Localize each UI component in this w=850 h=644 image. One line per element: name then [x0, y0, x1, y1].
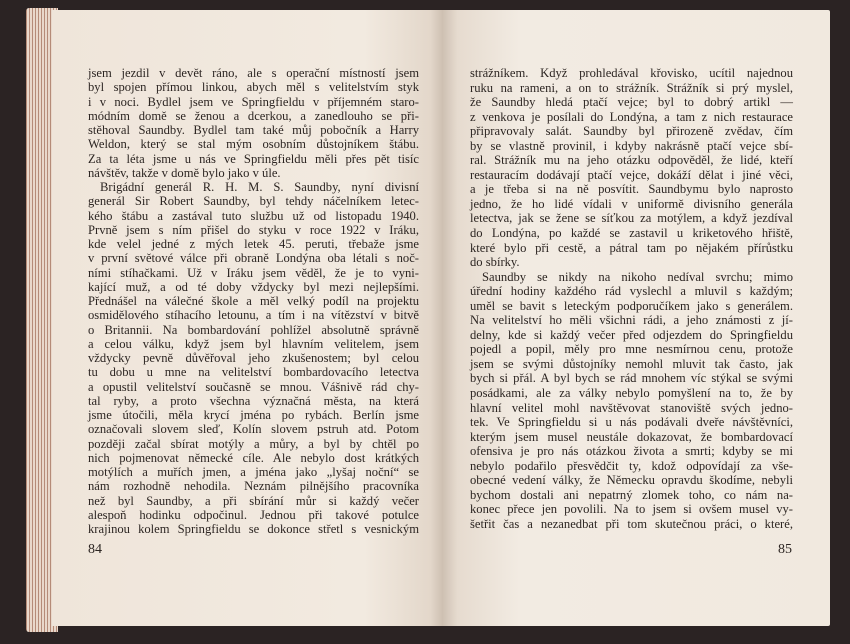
text-line: i v noci. Bydlel jsem ve Springfieldu v příjemném staro- [88, 94, 419, 109]
text-line: nám rozhodně nehodila. Neznám pilnějšího pracovníka [88, 479, 419, 494]
text-line: a opustil velitelství současně se mnou. Vášnivě rád chy- [88, 379, 419, 394]
text-line: hlavní velitel mohl navštěvovat stanoviště svých jedno- [470, 400, 793, 415]
text-line: které bylo při cestě, a pátral tam po nějakém přírůstku [470, 240, 793, 255]
text-line: ofensiva je pro nás otázkou života a smrti; kdyby se mi [470, 444, 793, 459]
text-line: jsme útočili, měla krycí jména po rybách. Berlín jsme [88, 408, 419, 422]
text-line: později začal sbírat motýly a můry, a byl by chtěl po [88, 436, 419, 451]
text-line: Brigádní generál R. H. M. S. Saundby, nyní divisní [100, 180, 419, 194]
text-line: delny, kde si každý večer před odjezdem do Springfieldu [470, 327, 793, 342]
text-line: kterým jsem musel neustále dokazovat, že bombardovací [470, 429, 793, 444]
text-line: konec přece jen povolili. Na to jsem si ovšem musel vy- [470, 502, 793, 517]
text-line: restauracím dodávají ptačí vejce, dokáží dělat i jiné věci, [470, 167, 793, 182]
text-line: bychom dostali ani nepatrný zlomek toho, co nám na- [470, 487, 793, 502]
page-number: 84 [88, 542, 102, 557]
text-line: z venkova je posílali do Londýna, a tam z nich restaurace [470, 109, 793, 124]
text-line: posádkami, ale za války nebylo pomyšlení na to, že by [470, 386, 793, 401]
text-line: obecné vedení války, že Německu opravdu škodíme, nebyli [470, 473, 793, 488]
text-line: Přednášel na válečné škole a měl velký podíl na projektu [88, 294, 419, 308]
text-line: Saundby se nikdy na nikoho nedíval svrchu; mimo [482, 269, 793, 284]
text-line: ral. Strážník mu na jeho otázku odpověděl, že lidé, kteří [470, 153, 793, 168]
text-line: módním domě se ženou a dcerkou, a zanedlouho se při- [88, 108, 419, 123]
text-line: kého štábu a zastával tuto službu už od listopadu 1940. [88, 208, 419, 223]
text-line: do Londýna, po každé se zastavil u kriketového hřiště, [470, 226, 793, 241]
text-line: tu dobu u mne na velitelství bombardovacího letectva [88, 365, 419, 380]
text-line: pojedl a popil, měly pro mne nesmírnou cenu, protože [470, 342, 793, 357]
text-line: úřední hodiny každého rád vyslechl a mluvil s každým; [470, 284, 793, 299]
text-line: než byl Saundby, a při sbírání můr si každý večer [88, 493, 419, 508]
text-line: nich pojmenovat německé cíle. Ale nebylo dost krátkých [88, 450, 419, 465]
text-line: nebylo podařilo přesvědčit ty, kdož odpovídají za vše- [470, 458, 793, 473]
text-line: Prvně jsem s ním přišel do styku v roce 1922 v Iráku, [88, 222, 419, 237]
text-line: do sbírky. [470, 255, 520, 270]
left-page-text [88, 66, 419, 536]
text-line: Za ta léta jsme u nás ve Springfieldu měli přes pět tisíc [88, 151, 419, 166]
text-line: strážníkem. Když prohledával křovisko, ucítil najednou [470, 66, 793, 80]
text-line: osmidělového stíhacího letounu, a tím i na vítězství v bitvě [88, 308, 419, 323]
text-line: v první světové válce při obraně Londýna oba létali s noč- [88, 251, 419, 266]
text-line: ními stíhačkami. Už v Iráku jsem věděl, že je to vyni- [88, 265, 419, 280]
text-line: o Britannii. Na bombardování pohlížel absolutně správně [88, 322, 419, 337]
text-line: letectva, jak se žene se síťkou za motýlem, a když jezdíval [470, 211, 793, 226]
right-page-text [470, 66, 793, 532]
text-line: a je třeba si na ně posvítit. Saundbymu bylo naprosto [470, 182, 793, 197]
text-line: a celou válku, když jsem byl hlavním velitelem, jsem [88, 336, 419, 351]
text-line: by se vlastně provinil, i kdyby nakrásně ptačí vejce sbí- [470, 138, 793, 153]
text-line: krajinou kolem Springfieldu se dokonce střetl s vesnickým [88, 522, 419, 536]
text-line: kde velel jedné z mých letek 45. peruti, třebaže jsme [88, 237, 419, 251]
left-page [52, 10, 442, 626]
text-line: bych si přál. A byl bych se rád mnohem víc stýkal se svými [470, 371, 793, 386]
text-line: Na velitelství ho měli všichni rádi, a jeho známosti z jí- [470, 313, 793, 328]
text-line: připravovaly salát. Saundby byl přirozeně zvědav, čím [470, 124, 793, 139]
text-line: byl spojen přímou linkou, abych měl s velitelstvím styk [88, 80, 419, 95]
text-line: ruku na rameni, a on to strážník. Strážník si prý myslel, [470, 80, 793, 95]
text-line: návštěv, takže v domě bylo jako v úle. [88, 165, 281, 180]
right-page [442, 10, 830, 626]
text-line: kající muž, a od té doby vždycky byl mezi nejlepšími. [88, 279, 419, 294]
page-number: 85 [778, 542, 792, 557]
text-line: tal ryby, a proto všechna význačná města, na která [88, 393, 419, 408]
text-line: motýlích a muřích jmen, a jména jako „lyšaj noční“ se [88, 465, 419, 479]
text-line: šetřit čas a nezanedbat při tom skutečnou práci, o které, [470, 516, 793, 531]
text-line: že Saundby hledá ptačí vejce; byl to dobrý artikl — [470, 95, 793, 110]
text-line: tek. Ve Springfieldu si u nás podávali dveře návštěvníci, [470, 415, 793, 430]
text-line: stěhoval Saundby. Bydlel tam také můj pobočník a Harry [88, 123, 419, 137]
text-line: Weldon, který se stal mým osobním důstojníkem štábu. [88, 137, 419, 152]
text-line: vždycky pevně důvěřoval jeho zkušenostem; byl celou [88, 351, 419, 365]
text-line: jedno, že ho lidé vídali v uniformě divisního generála [470, 196, 793, 211]
text-line: jsem jezdil v devět ráno, ale s operační místností jsem [88, 66, 419, 80]
text-line: označovali slovem sleď, Kolín slovem pstruh atd. Potom [88, 422, 419, 437]
text-line: uměl se bavit s leteckým podporučíkem jako s generálem. [470, 298, 793, 313]
text-line: alespoň hodinku odpočinul. Jednou při takové potulce [88, 507, 419, 522]
text-line: generál Sir Robert Saundby, byl tehdy náčelníkem letec- [88, 194, 419, 209]
text-line: jsem se svými důstojníky nemohl mluvit tak často, jak [470, 356, 793, 371]
